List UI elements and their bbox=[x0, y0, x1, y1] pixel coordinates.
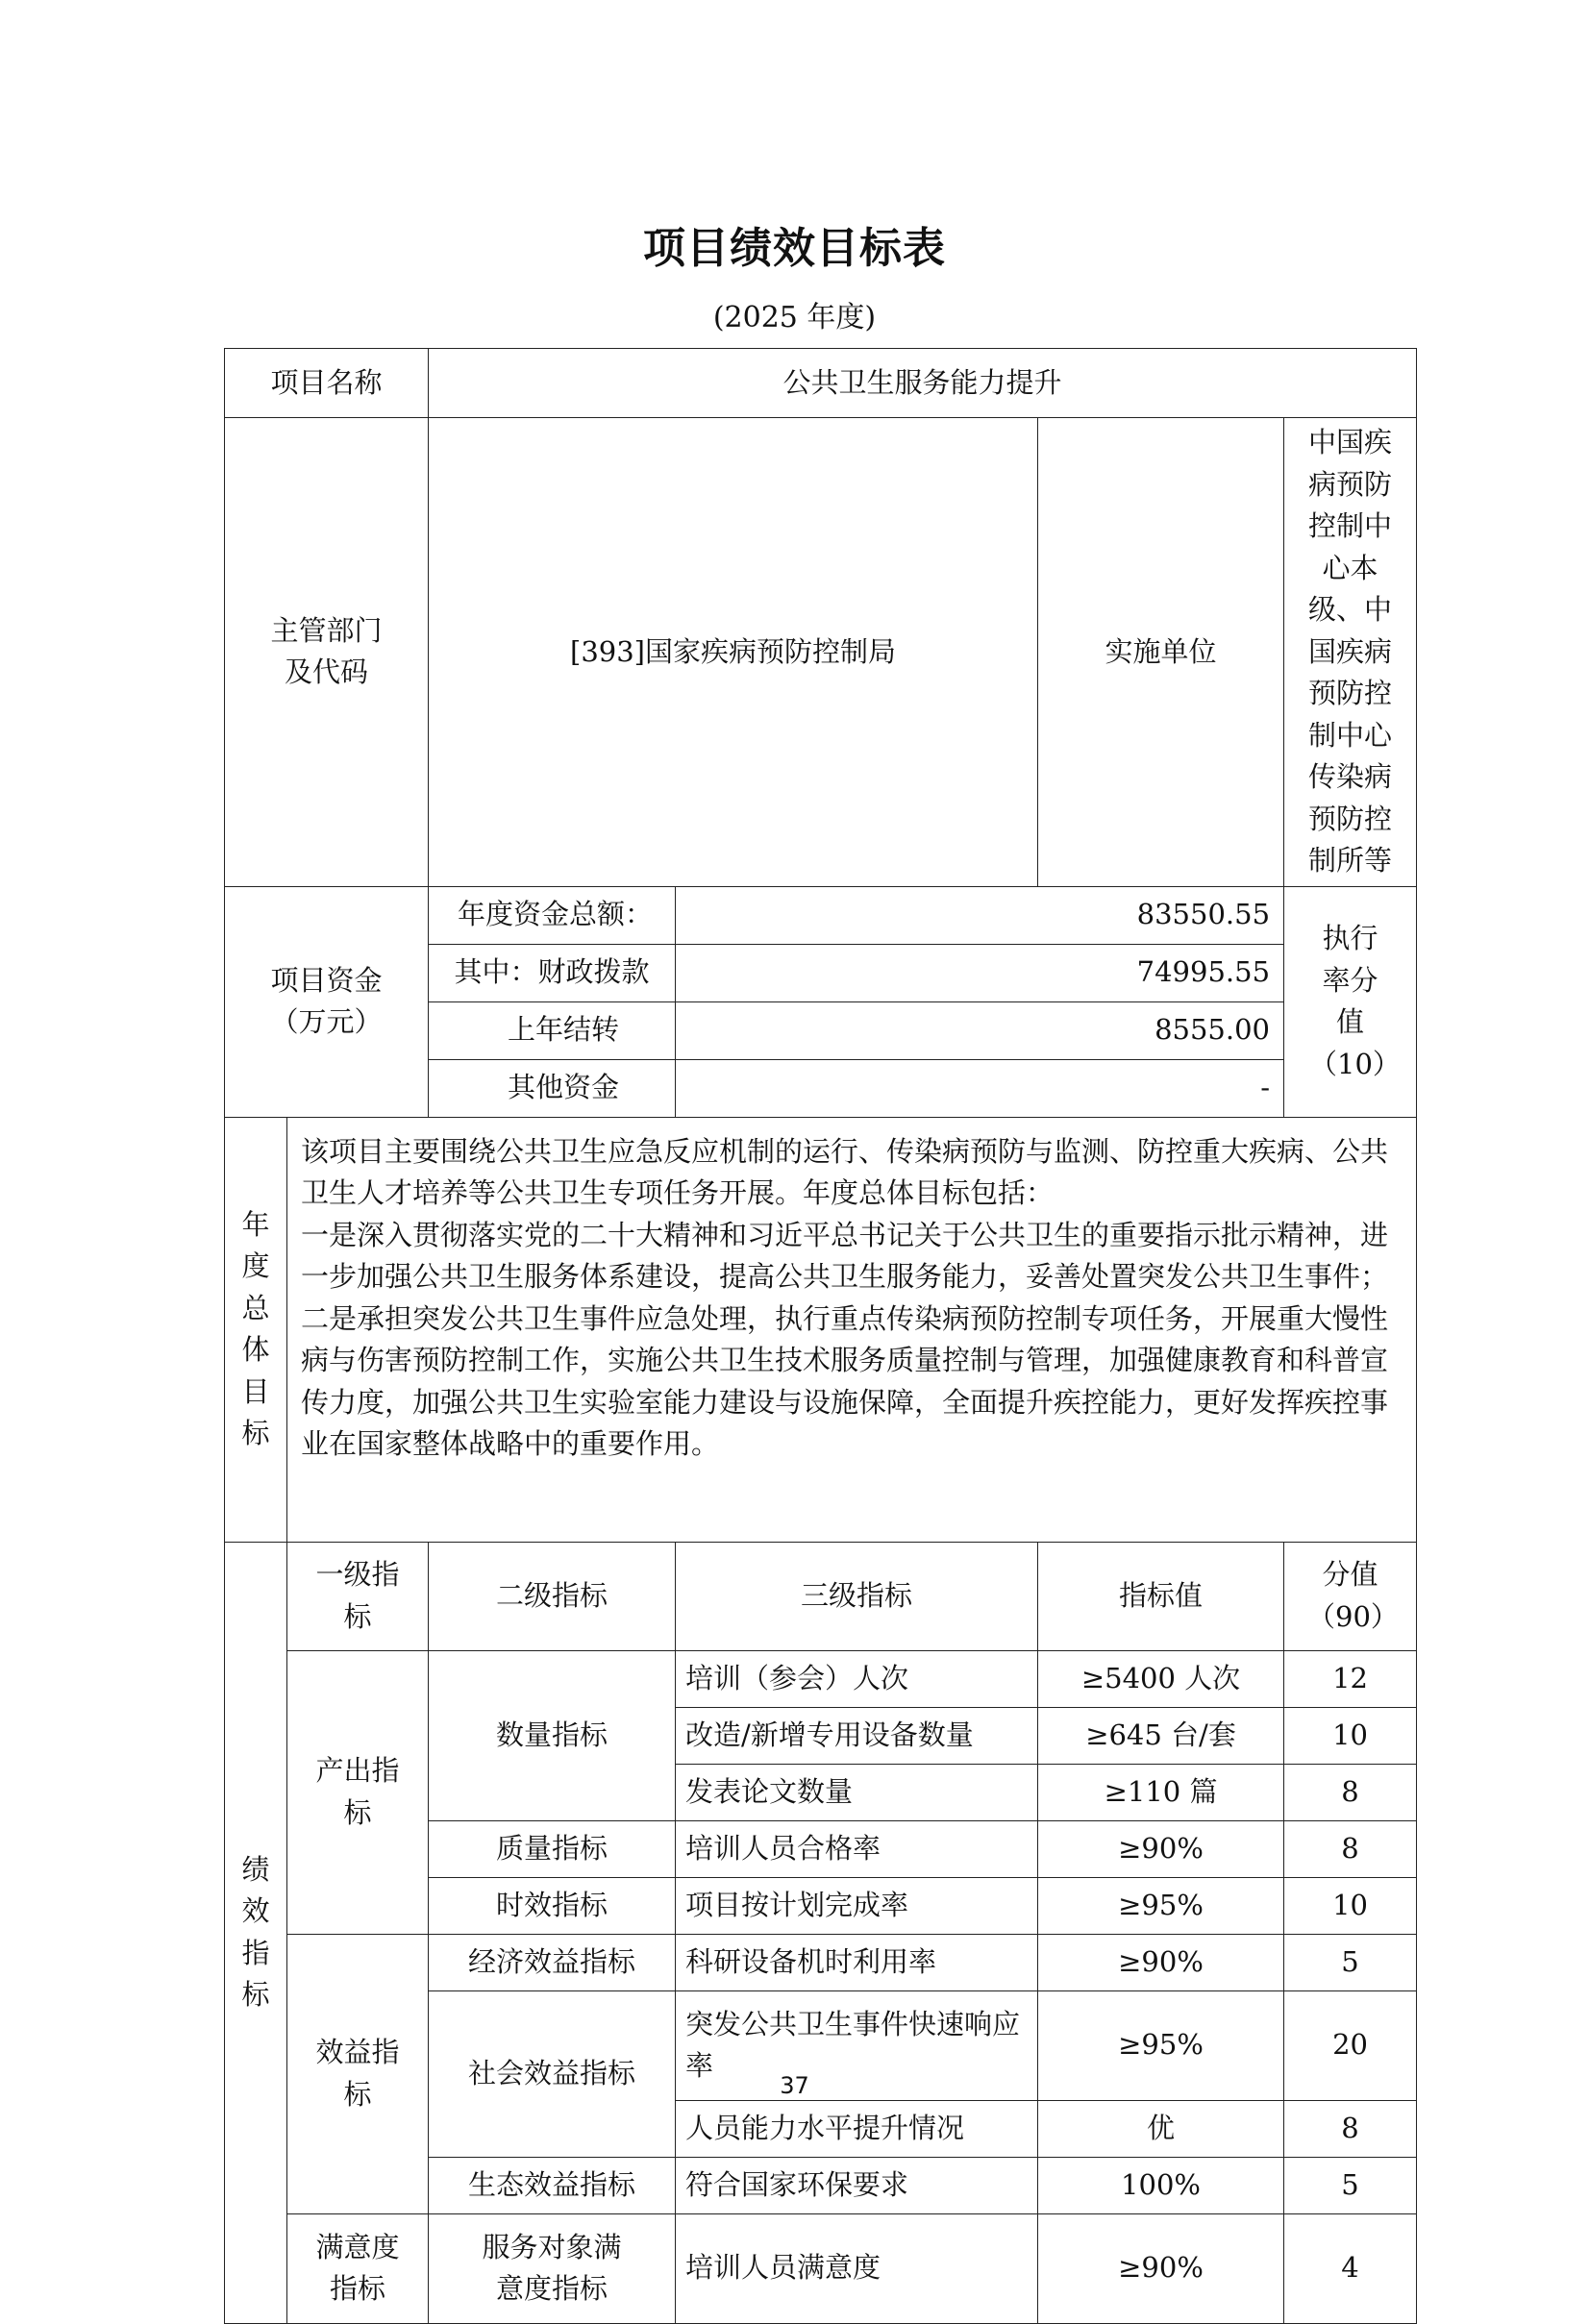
funds-row-label: 年度资金总额： bbox=[429, 886, 676, 944]
header-level2: 二级指标 bbox=[429, 1542, 676, 1650]
indicator-name: 培训人员满意度 bbox=[676, 2213, 1038, 2323]
funds-label: 项目资金（万元） bbox=[225, 886, 429, 1117]
indicator-value: ≥90% bbox=[1038, 1934, 1284, 1990]
indicator-value: ≥95% bbox=[1038, 1877, 1284, 1934]
unit-label: 实施单位 bbox=[1038, 418, 1284, 887]
performance-table bbox=[224, 348, 1417, 2324]
indicator-name: 改造/新增专用设备数量 bbox=[676, 1707, 1038, 1764]
indicator-name: 科研设备机时利用率 bbox=[676, 1934, 1038, 1990]
indicator-value: ≥90% bbox=[1038, 2213, 1284, 2323]
indicator-score: 5 bbox=[1284, 2157, 1417, 2213]
group-output: 产出指标 bbox=[287, 1650, 429, 1934]
header-score: 分值（90） bbox=[1284, 1542, 1417, 1650]
project-name-label: 项目名称 bbox=[225, 349, 429, 418]
page-title: 项目绩效目标表 bbox=[643, 224, 946, 273]
group-benefit: 效益指标 bbox=[287, 1934, 429, 2213]
indicator-name: 发表论文数量 bbox=[676, 1764, 1038, 1820]
dept-label: 主管部门及代码 bbox=[225, 418, 429, 887]
sub-timeliness: 时效指标 bbox=[429, 1877, 676, 1934]
indicator-score: 20 bbox=[1284, 1990, 1417, 2100]
header-value: 指标值 bbox=[1038, 1542, 1284, 1650]
funds-row-label: 其中：财政拨款 bbox=[429, 944, 676, 1001]
indicator-value: ≥110 篇 bbox=[1038, 1764, 1284, 1820]
indicator-value: ≥90% bbox=[1038, 1820, 1284, 1877]
goals-paragraph: 该项目主要围绕公共卫生应急反应机制的运行、传染病预防与监测、防控重大疾病、公共卫生人才培养等公共卫生专项任务开展。年度总体目标包括： bbox=[301, 1134, 1389, 1209]
indicators-label: 绩效指标 bbox=[225, 1542, 287, 2323]
indicator-score: 8 bbox=[1284, 2100, 1417, 2157]
goals-paragraph: 一是深入贯彻落实党的二十大精神和习近平总书记关于公共卫生的重要指示批示精神，进一步加强公共卫生服务体系建设，提高公共卫生服务能力，妥善处置突发公共卫生事件； bbox=[301, 1218, 1389, 1293]
header-level3: 三级指标 bbox=[676, 1542, 1038, 1650]
indicator-name: 突发公共卫生事件快速响应率 bbox=[676, 1990, 1038, 2100]
sub-ecological: 生态效益指标 bbox=[429, 2157, 676, 2213]
indicator-value: ≥645 台/套 bbox=[1038, 1707, 1284, 1764]
funds-row-label: 其他资金 bbox=[429, 1059, 676, 1117]
indicator-value: ≥5400 人次 bbox=[1038, 1650, 1284, 1707]
sub-service: 服务对象满意度指标 bbox=[429, 2213, 676, 2323]
goals-paragraph: 二是承担突发公共卫生事件应急处理，执行重点传染病预防控制专项任务，开展重大慢性病与伤害预防控制工作，实施公共卫生技术服务质量控制与管理，加强健康教育和科普宣传力度，加强公共卫生实验室能力建设与设施保障，全面提升疾控能力，更好发挥疾控事业在国家整体战略中的重要作用。 bbox=[301, 1301, 1389, 1460]
indicator-name: 符合国家环保要求 bbox=[676, 2157, 1038, 2213]
unit-value: 中国疾病预防控制中心本级、中国疾病预防控制中心传染病预防控制所等 bbox=[1284, 418, 1417, 887]
indicator-score: 12 bbox=[1284, 1650, 1417, 1707]
indicator-score: 8 bbox=[1284, 1820, 1417, 1877]
indicator-score: 10 bbox=[1284, 1877, 1417, 1934]
goals-text bbox=[287, 1117, 1417, 1542]
indicator-name: 人员能力水平提升情况 bbox=[676, 2100, 1038, 2157]
funds-row-value: - bbox=[676, 1059, 1284, 1117]
header-level1: 一级指标 bbox=[287, 1542, 429, 1650]
indicator-score: 5 bbox=[1284, 1934, 1417, 1990]
project-name-value: 公共卫生服务能力提升 bbox=[429, 349, 1417, 418]
sub-quality: 质量指标 bbox=[429, 1820, 676, 1877]
year-note: (2025 年度) bbox=[712, 301, 877, 334]
indicator-score: 4 bbox=[1284, 2213, 1417, 2323]
indicator-score: 10 bbox=[1284, 1707, 1417, 1764]
funds-row-value: 74995.55 bbox=[676, 944, 1284, 1001]
sub-social: 社会效益指标 bbox=[429, 1990, 676, 2157]
funds-row-value: 83550.55 bbox=[676, 886, 1284, 944]
indicator-name: 项目按计划完成率 bbox=[676, 1877, 1038, 1934]
goals-label: 年度总体目标 bbox=[225, 1117, 287, 1542]
group-satisfaction: 满意度指标 bbox=[287, 2213, 429, 2323]
page-number: 37 bbox=[780, 2072, 809, 2099]
indicator-score: 8 bbox=[1284, 1764, 1417, 1820]
indicator-name: 培训人员合格率 bbox=[676, 1820, 1038, 1877]
indicator-value: ≥95% bbox=[1038, 1990, 1284, 2100]
funds-row-label: 上年结转 bbox=[429, 1001, 676, 1059]
dept-value: [393]国家疾病预防控制局 bbox=[429, 418, 1038, 887]
sub-economic: 经济效益指标 bbox=[429, 1934, 676, 1990]
indicator-value: 优 bbox=[1038, 2100, 1284, 2157]
indicator-name: 培训（参会）人次 bbox=[676, 1650, 1038, 1707]
exec-rate-label: 执行率分值（10） bbox=[1284, 886, 1417, 1117]
sub-quantity: 数量指标 bbox=[429, 1650, 676, 1820]
funds-row-value: 8555.00 bbox=[676, 1001, 1284, 1059]
indicator-value: 100% bbox=[1038, 2157, 1284, 2213]
